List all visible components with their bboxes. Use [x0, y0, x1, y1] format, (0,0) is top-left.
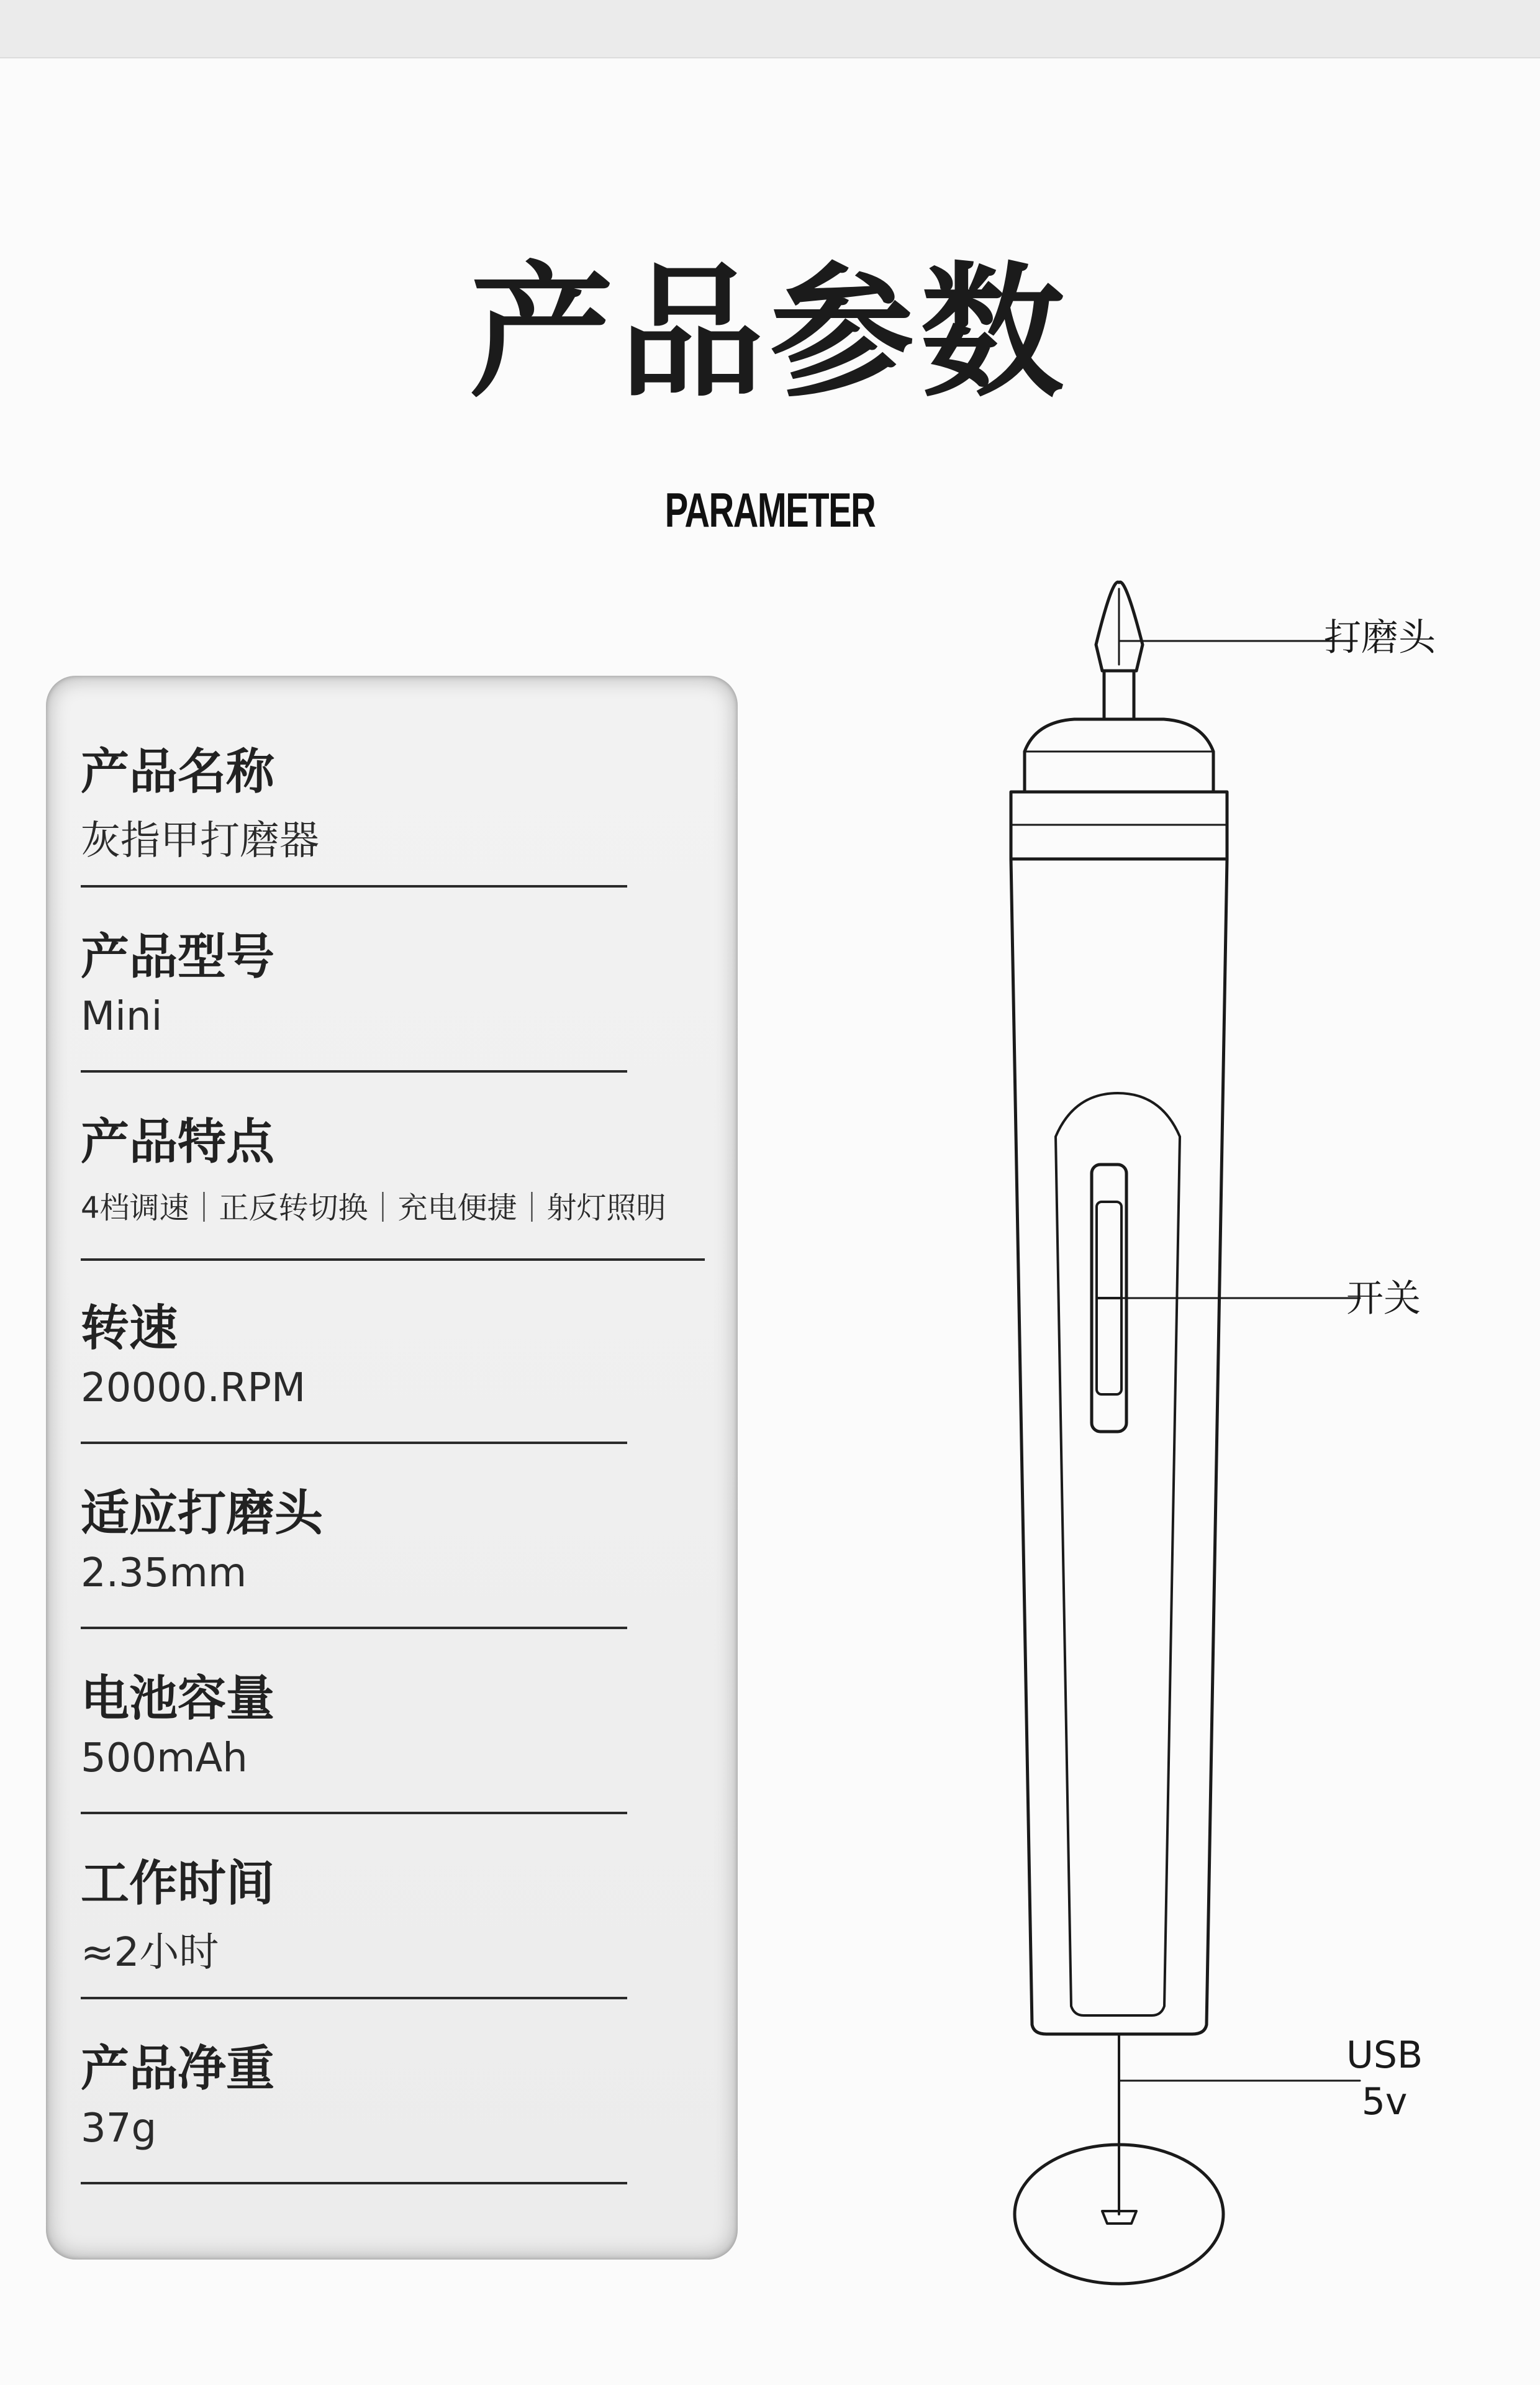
- divider: [81, 1442, 627, 1444]
- callout-usb-line2: 5v: [1361, 2080, 1408, 2124]
- page-subtitle: PARAMETER: [664, 483, 876, 537]
- param-value: 4档调速｜正反转切换｜充电便捷｜射灯照明: [81, 1191, 666, 1225]
- param-label: 工作时间: [81, 1856, 275, 1912]
- divider: [81, 2182, 627, 2184]
- param-value: ≈2小时: [81, 1930, 219, 1976]
- parameter-panel: [46, 676, 738, 2260]
- param-label: 产品特点: [81, 1114, 275, 1170]
- param-value: 2.35mm: [81, 1550, 247, 1596]
- callout-grinding-head: 打磨头: [1324, 616, 1436, 660]
- divider: [81, 885, 627, 888]
- callout-usb-line1: USB: [1346, 2033, 1423, 2077]
- param-label: 适应打磨头: [81, 1486, 324, 1542]
- param-value: 灰指甲打磨器: [81, 818, 319, 864]
- param-label: 产品净重: [81, 2041, 275, 2097]
- divider: [81, 1258, 705, 1261]
- param-value: Mini: [81, 994, 163, 1040]
- head-dome: [1025, 719, 1213, 792]
- divider: [81, 1812, 627, 1814]
- callout-usb: [1346, 2032, 1423, 2125]
- param-value: 500mAh: [81, 1735, 248, 1781]
- divider: [81, 1070, 627, 1073]
- param-value: 20000.RPM: [81, 1365, 306, 1411]
- bit-shaft: [1104, 671, 1134, 719]
- param-label: 产品名称: [81, 744, 275, 800]
- callout-switch: 开关: [1346, 1277, 1421, 1320]
- nail-grinder-diagram: [869, 559, 1428, 2329]
- page-title: 产品参数: [469, 249, 1071, 417]
- param-label: 转速: [81, 1301, 178, 1356]
- param-label: 产品型号: [81, 929, 275, 985]
- divider: [81, 1627, 627, 1629]
- grip-outline: [1056, 1093, 1180, 2015]
- divider: [81, 1997, 627, 1999]
- top-bar: [0, 0, 1540, 58]
- param-value: 37g: [81, 2106, 157, 2151]
- param-label: 电池容量: [81, 1671, 275, 1727]
- pen-body: [1011, 859, 1227, 2034]
